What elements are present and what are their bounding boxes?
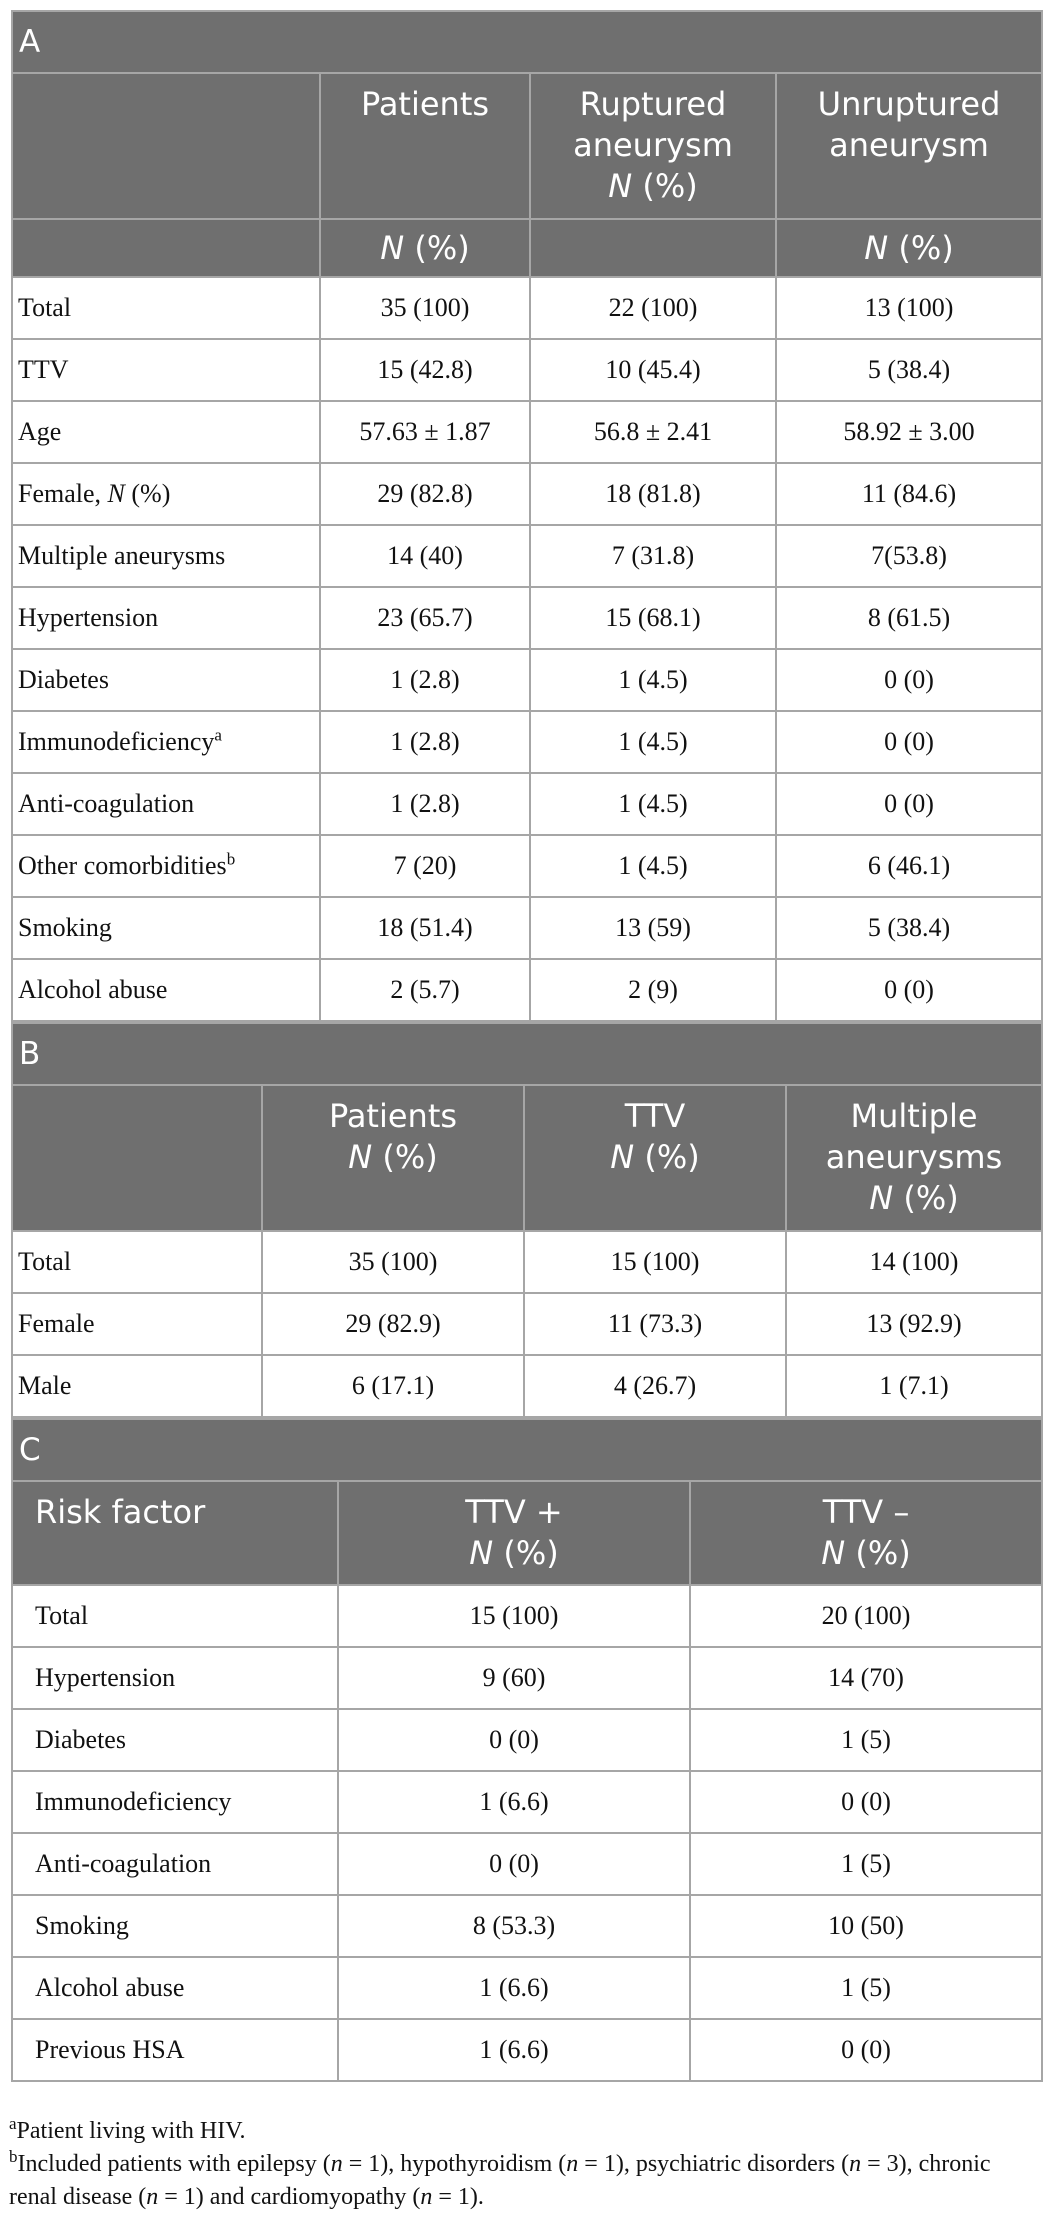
cell-patients: 1 (2.8) — [320, 711, 530, 773]
table-c-header-row — [12, 1481, 1042, 1585]
section-a-bar — [12, 11, 1042, 73]
row-label — [12, 773, 320, 835]
row-label: Hypertension — [12, 1647, 338, 1709]
subheader-a-patients: N (%) — [320, 219, 530, 277]
row-label: Immunodeficiency — [12, 1771, 338, 1833]
cell-ttv: 15 (100) — [524, 1231, 786, 1293]
table-row — [12, 1895, 1042, 1957]
cell-patients: 2 (5.7) — [320, 959, 530, 1021]
row-label-text: Other comorbidities — [18, 851, 227, 880]
cell-patients: 14 (40) — [320, 525, 530, 587]
section-a-letter: A — [12, 11, 1042, 73]
cell-ttv: 4 (26.7) — [524, 1355, 786, 1417]
row-label-text: Female, N (%) — [18, 479, 171, 508]
table-row — [12, 1293, 1042, 1355]
cell-ttv: 11 (73.3) — [524, 1293, 786, 1355]
table-c — [11, 1418, 1043, 2082]
cell-ruptured: 1 (4.5) — [530, 835, 776, 897]
cell-ttv-minus: 1 (5) — [690, 1833, 1042, 1895]
row-label — [12, 835, 320, 897]
cell-ruptured: 7 (31.8) — [530, 525, 776, 587]
row-label — [12, 587, 320, 649]
cell-ttv-minus: 14 (70) — [690, 1647, 1042, 1709]
cell-ruptured: 1 (4.5) — [530, 773, 776, 835]
cell-ttv-plus: 1 (6.6) — [338, 1771, 690, 1833]
cell-ttv-minus: 0 (0) — [690, 1771, 1042, 1833]
cell-patients: 29 (82.9) — [262, 1293, 524, 1355]
table-row — [12, 277, 1042, 339]
row-label — [12, 277, 320, 339]
cell-ruptured: 2 (9) — [530, 959, 776, 1021]
section-b-letter: B — [12, 1023, 1042, 1085]
cell-patients: 23 (65.7) — [320, 587, 530, 649]
cell-ruptured: 13 (59) — [530, 897, 776, 959]
cell-unruptured: 5 (38.4) — [776, 339, 1042, 401]
row-label-text: Anti-coagulation — [18, 789, 195, 818]
cell-unruptured: 0 (0) — [776, 773, 1042, 835]
cell-unruptured: 0 (0) — [776, 959, 1042, 1021]
table-row — [12, 1355, 1042, 1417]
header-b-ttv: TTV N (%) — [524, 1085, 786, 1231]
row-label-text: Age — [18, 417, 62, 446]
header-b-empty — [12, 1085, 262, 1231]
table-row — [12, 401, 1042, 463]
row-label: Female — [12, 1293, 262, 1355]
section-b-bar — [12, 1023, 1042, 1085]
section-c-letter: C — [12, 1419, 1042, 1481]
header-a-unruptured: Unruptured aneurysm — [776, 73, 1042, 219]
row-label: Diabetes — [12, 1709, 338, 1771]
cell-ruptured: 1 (4.5) — [530, 649, 776, 711]
table-container — [11, 10, 1041, 2082]
cell-multiple: 1 (7.1) — [786, 1355, 1042, 1417]
cell-patients: 35 (100) — [320, 277, 530, 339]
cell-ruptured: 15 (68.1) — [530, 587, 776, 649]
table-row — [12, 2019, 1042, 2081]
table-row — [12, 649, 1042, 711]
cell-unruptured: 13 (100) — [776, 277, 1042, 339]
table-a — [11, 10, 1043, 1022]
cell-unruptured: 0 (0) — [776, 711, 1042, 773]
cell-unruptured: 0 (0) — [776, 649, 1042, 711]
footnote-b: $^b$Included patients with epilepsy (n = 1), hypothyroidism (n = 1), psychiatric disorders (n = 3), chronic renal disease (n = 1) and cardiomyopathy (n = 1). — [9, 2147, 991, 2210]
row-label — [12, 401, 320, 463]
row-label — [12, 525, 320, 587]
footnote-marker: b — [226, 849, 236, 869]
cell-ttv-minus: 1 (5) — [690, 1709, 1042, 1771]
cell-ttv-plus: 8 (53.3) — [338, 1895, 690, 1957]
cell-ttv-minus: 0 (0) — [690, 2019, 1042, 2081]
cell-unruptured: 58.92 ± 3.00 — [776, 401, 1042, 463]
cell-unruptured: 8 (61.5) — [776, 587, 1042, 649]
table-b-header-row — [12, 1085, 1042, 1231]
cell-ttv-plus: 0 (0) — [338, 1709, 690, 1771]
cell-ruptured: 10 (45.4) — [530, 339, 776, 401]
table-b — [11, 1022, 1043, 1418]
table-row — [12, 1709, 1042, 1771]
row-label-text: Multiple aneurysms — [18, 541, 226, 570]
header-c-risk-factor: Risk factor — [12, 1481, 338, 1585]
cell-ttv-minus: 1 (5) — [690, 1957, 1042, 2019]
cell-ruptured: 56.8 ± 2.41 — [530, 401, 776, 463]
cell-unruptured: 11 (84.6) — [776, 463, 1042, 525]
row-label: Alcohol abuse — [12, 1957, 338, 2019]
row-label-text: Total — [18, 293, 72, 322]
header-c-ttv-minus: TTV – N (%) — [690, 1481, 1042, 1585]
subheader-a-unruptured: N (%) — [776, 219, 1042, 277]
row-label: Previous HSA — [12, 2019, 338, 2081]
table-row — [12, 1771, 1042, 1833]
row-label-text: Diabetes — [18, 665, 109, 694]
cell-patients: 6 (17.1) — [262, 1355, 524, 1417]
table-row — [12, 835, 1042, 897]
cell-ruptured: 18 (81.8) — [530, 463, 776, 525]
row-label: Total — [12, 1585, 338, 1647]
row-label — [12, 711, 320, 773]
table-row — [12, 711, 1042, 773]
footnote-marker: a — [214, 725, 222, 745]
cell-patients: 57.63 ± 1.87 — [320, 401, 530, 463]
footnotes — [9, 2115, 1039, 2214]
cell-multiple: 14 (100) — [786, 1231, 1042, 1293]
row-label — [12, 339, 320, 401]
header-a-ruptured: Ruptured aneurysm N (%) — [530, 73, 776, 219]
cell-patients: 1 (2.8) — [320, 649, 530, 711]
cell-unruptured: 6 (46.1) — [776, 835, 1042, 897]
row-label-text: TTV — [18, 355, 69, 384]
cell-patients: 1 (2.8) — [320, 773, 530, 835]
table-row — [12, 1647, 1042, 1709]
row-label — [12, 959, 320, 1021]
cell-ttv-plus: 1 (6.6) — [338, 2019, 690, 2081]
table-row — [12, 897, 1042, 959]
header-a-patients: Patients — [320, 73, 530, 219]
row-label: Anti-coagulation — [12, 1833, 338, 1895]
row-label — [12, 897, 320, 959]
row-label: Smoking — [12, 1895, 338, 1957]
cell-ttv-plus: 9 (60) — [338, 1647, 690, 1709]
table-row — [12, 1957, 1042, 2019]
cell-ruptured: 22 (100) — [530, 277, 776, 339]
cell-patients: 15 (42.8) — [320, 339, 530, 401]
table-row — [12, 525, 1042, 587]
table-a-header-row — [12, 73, 1042, 219]
cell-ttv-minus: 20 (100) — [690, 1585, 1042, 1647]
table-a-subheader-row — [12, 219, 1042, 277]
table-row — [12, 1833, 1042, 1895]
header-a-empty — [12, 73, 320, 219]
cell-unruptured: 7(53.8) — [776, 525, 1042, 587]
cell-ruptured: 1 (4.5) — [530, 711, 776, 773]
row-label-text: Alcohol abuse — [18, 975, 168, 1004]
cell-patients: 7 (20) — [320, 835, 530, 897]
table-row — [12, 773, 1042, 835]
row-label-text: Smoking — [18, 913, 112, 942]
table-row — [12, 959, 1042, 1021]
header-c-ttv-plus: TTV + N (%) — [338, 1481, 690, 1585]
row-label: Total — [12, 1231, 262, 1293]
table-row — [12, 339, 1042, 401]
cell-ttv-minus: 10 (50) — [690, 1895, 1042, 1957]
row-label-text: Hypertension — [18, 603, 159, 632]
section-c-bar — [12, 1419, 1042, 1481]
table-row — [12, 587, 1042, 649]
cell-unruptured: 5 (38.4) — [776, 897, 1042, 959]
cell-multiple: 13 (92.9) — [786, 1293, 1042, 1355]
table-row — [12, 1585, 1042, 1647]
cell-ttv-plus: 0 (0) — [338, 1833, 690, 1895]
row-label — [12, 649, 320, 711]
cell-patients: 18 (51.4) — [320, 897, 530, 959]
row-label: Male — [12, 1355, 262, 1417]
cell-ttv-plus: 1 (6.6) — [338, 1957, 690, 2019]
header-b-patients: Patients N (%) — [262, 1085, 524, 1231]
footnote-a: $^a$Patient living with HIV. — [9, 2114, 246, 2144]
table-row — [12, 1231, 1042, 1293]
row-label-text: Immunodeficiency — [18, 727, 215, 756]
cell-patients: 29 (82.8) — [320, 463, 530, 525]
cell-ttv-plus: 15 (100) — [338, 1585, 690, 1647]
table-row — [12, 463, 1042, 525]
row-label — [12, 463, 320, 525]
cell-patients: 35 (100) — [262, 1231, 524, 1293]
header-b-multiple: Multiple aneurysms N (%) — [786, 1085, 1042, 1231]
